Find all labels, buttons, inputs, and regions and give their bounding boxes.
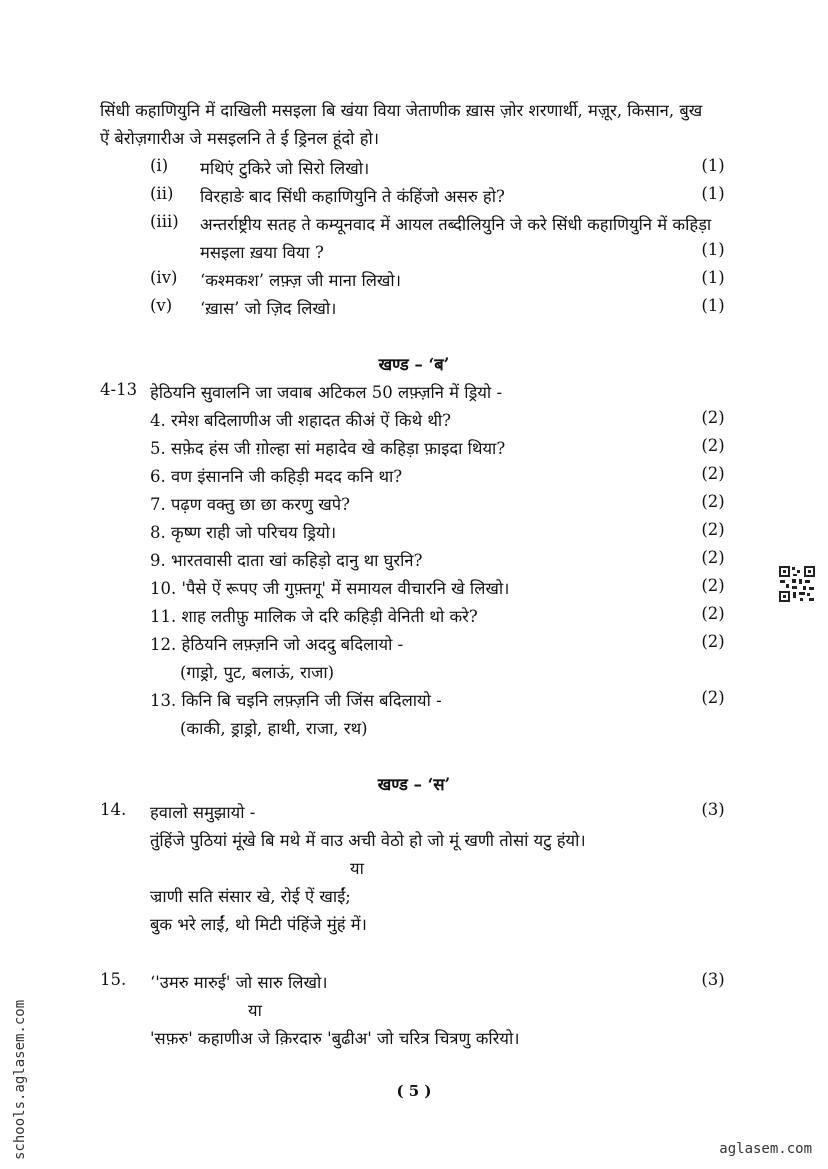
q15-number: 15.: [100, 970, 127, 989]
qr-code-icon: [778, 565, 816, 603]
subq-marks: (1): [701, 268, 725, 287]
question-text: 9. भारतवासी दाता खां कहिड़ो दानु था घुरनि?: [150, 551, 423, 570]
question-marks: (2): [701, 576, 725, 595]
subq-marks: (1): [701, 296, 725, 315]
question-marks: (2): [701, 548, 725, 567]
question-text: 10. 'पैसे ऐं रूपए जी गुफ़्तगू' में समायल वीचारनि खे लिखो।: [150, 579, 510, 598]
q15-alt-line: 'सफ़रु' कहाणीअ जे क़िरदारु 'बुढीअ' जो चरित्र चित्रणु करियो।: [150, 1029, 520, 1048]
question-subtext: (काकी, ड्राड्रो, हाथी, राजा, रथ): [180, 719, 368, 738]
q14-poem-line-1: ज्राणी सति संसार खे, रोई ऐं खाईं;: [150, 887, 351, 906]
subq-text: अन्तर्राष्ट्रीय सतह ते कम्यूनवाद में आयल तब्दीलियुनि जे करे सिंधी कहाणियुनि में कहिड़ा: [200, 215, 712, 234]
subq-marks: (1): [701, 184, 725, 203]
footer-watermark: aglasem.com: [719, 1141, 812, 1157]
q15-marks: (3): [701, 970, 725, 989]
subq-text-cont: मसइला ख़या विया ?: [200, 243, 324, 262]
passage-line-2: ऐं बेरोज़गारीअ जे मसइलनि ते ई ड्रिनल हूंदो हो।: [100, 129, 379, 148]
question-text: 7. पढ़ण वक्तु छा छा करणु खपे?: [150, 495, 350, 514]
passage-line-1: सिंधी कहाणियुनि में दाखिली मसइला बि खंया विया जेताणीक ख़ास ज़ोर शरणार्थी, मज़ूर, किसान, बुख: [100, 101, 703, 120]
question-marks: (2): [701, 688, 725, 707]
q14-number: 14.: [100, 800, 127, 819]
q14-or: या: [350, 859, 364, 878]
question-text: 5. सफ़ेद हंस जी ग़ोल्हा सां महादेव खे कहिड़ा फ़ाइदा थिया?: [150, 439, 506, 458]
subq-text: विरहाङे बाद सिंधी कहाणियुनि ते कंहिंजो असरु हो?: [200, 187, 505, 206]
question-marks: (2): [701, 464, 725, 483]
subq-text: ‘कश्मकश’ लफ़्ज़ जी माना लिखो।: [200, 271, 401, 290]
q14-marks: (3): [701, 800, 725, 819]
subq-marks: (1): [701, 240, 725, 259]
question-text: 4. रमेश बदिलाणीअ जी शहादत कीअं ऐं किथे थी?: [150, 411, 452, 430]
question-marks: (2): [701, 520, 725, 539]
section-b-range: 4-13: [100, 380, 138, 399]
question-marks: (2): [701, 436, 725, 455]
question-marks: (2): [701, 632, 725, 651]
section-c-heading: खण्ड – ‘स’: [377, 775, 451, 794]
subq-num: (i): [150, 156, 169, 175]
q15-or: या: [248, 1001, 262, 1020]
question-marks: (2): [701, 408, 725, 427]
section-b-heading: खण्ड – ‘ब’: [378, 355, 450, 374]
q14-title: हवालो समुझायो -: [150, 803, 256, 822]
subq-text: ‘ख़ास’ जो ज़िद लिखो।: [200, 299, 337, 318]
q15-line: ‘'उमरु मारुई' जो सारु लिखो।: [150, 973, 328, 992]
q14-line: तुंहिंजे पुठियां मूंखे बि मथे में वाउ अची वेठो हो जो मूं खणी तोसां यटु हंयो।: [150, 831, 586, 850]
question-text: 13. किनि बि चइनि लफ़्ज़नि जी जिंस बदिलायो -: [150, 691, 442, 710]
question-text: 6. वण इंसाननि जी कहिड़ी मदद कनि था?: [150, 467, 403, 486]
section-b-instruction: हेठियनि सुवालनि जा जवाब अटिकल 50 लफ़्ज़नि में ड्रियो -: [150, 383, 503, 402]
question-text: 11. शाह लतीफ़ु मालिक जे दरि कहिड़ी वेनिती थो करे?: [150, 607, 478, 626]
subq-text: मथिएं टुकिरे जो सिरो लिखो।: [200, 159, 370, 178]
question-marks: (2): [701, 492, 725, 511]
question-text: 12. हेठियनि लफ़्ज़नि जो अददु बदिलायो -: [150, 635, 404, 654]
subq-num: (iii): [150, 212, 179, 231]
subq-num: (v): [150, 296, 173, 315]
question-marks: (2): [701, 604, 725, 623]
q14-poem-line-2: बुक भरे लाईं, थो मिटी पंहिंजे मुंहं में।: [150, 915, 367, 934]
question-subtext: (गाड्रो, पुट, बलाऊं, राजा): [180, 663, 335, 682]
subq-marks: (1): [701, 156, 725, 175]
side-watermark: schools.aglasem.com: [12, 999, 28, 1160]
subq-num: (ii): [150, 184, 174, 203]
question-text: 8. कृष्ण राही जो परिचय ड्रियो।: [150, 523, 337, 542]
page-number: ( 5 ): [396, 1082, 432, 1100]
subq-num: (iv): [150, 268, 178, 287]
